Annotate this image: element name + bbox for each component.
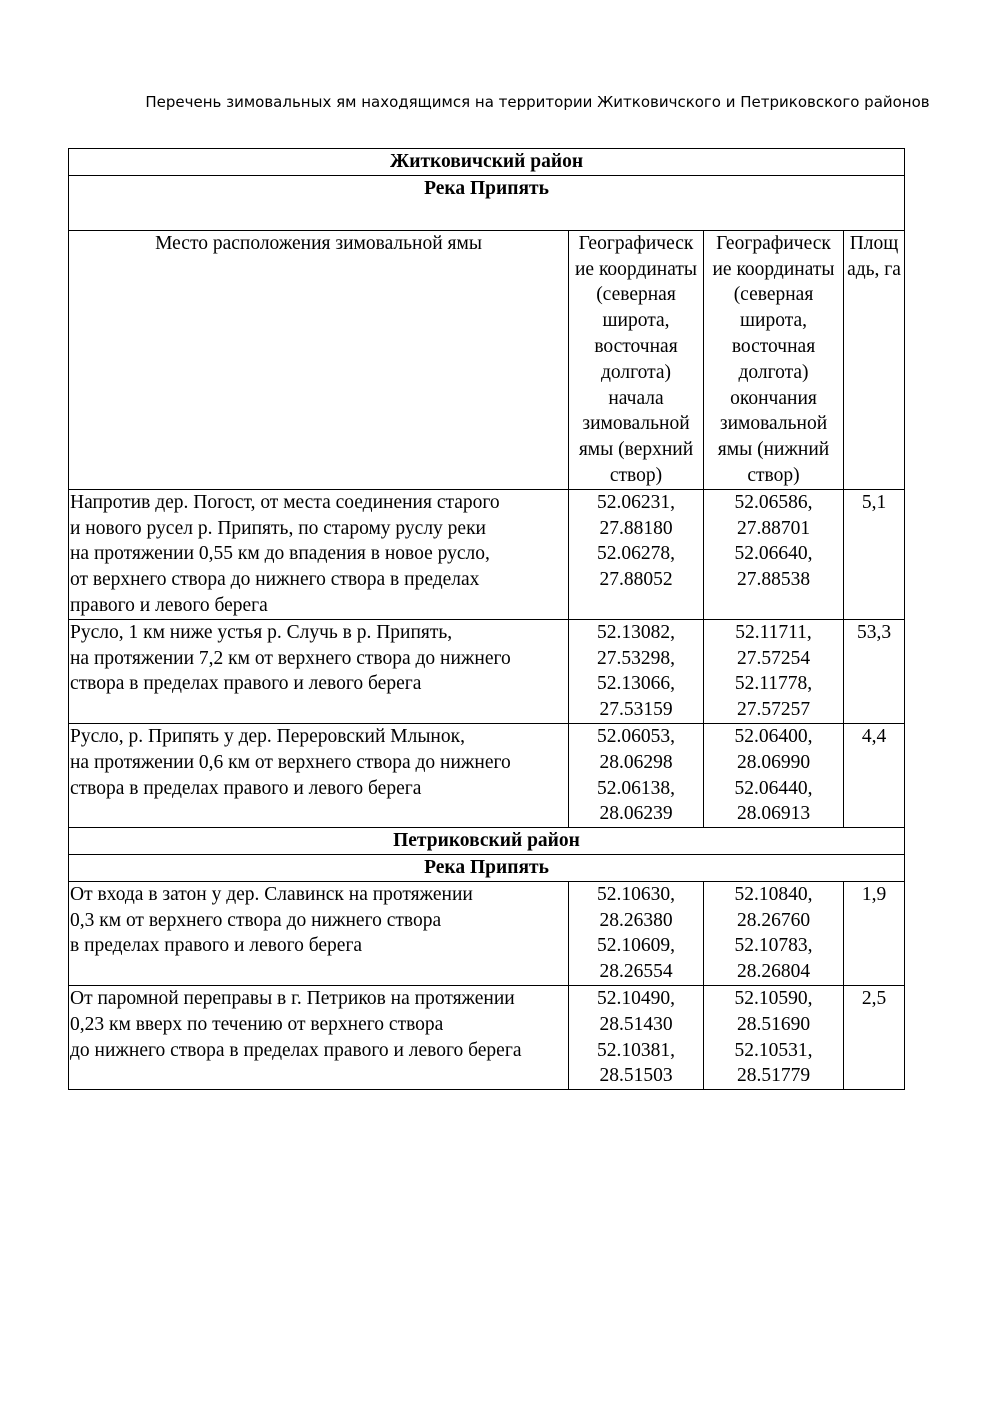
header-end-line: зимовальной bbox=[719, 413, 828, 435]
header-start-line: долгота) bbox=[600, 361, 672, 383]
header-end-coords bbox=[704, 230, 844, 489]
header-place: Место расположения зимовальной ямы bbox=[69, 230, 569, 489]
header-start-line: начала bbox=[608, 387, 664, 409]
area-cell: 5,1 bbox=[844, 489, 905, 619]
header-end-line: окончания bbox=[730, 387, 817, 409]
header-start-line: ие координаты bbox=[574, 258, 697, 280]
district-row bbox=[69, 149, 905, 176]
river-heading: Река Припять bbox=[69, 175, 905, 230]
table-row bbox=[69, 985, 905, 1089]
document-title bbox=[0, 93, 1000, 111]
header-start-line: створ) bbox=[609, 464, 663, 486]
river-row bbox=[69, 175, 905, 230]
river-row bbox=[69, 854, 905, 881]
header-start-line: Географическ bbox=[578, 232, 694, 254]
start-coords-cell: 52.10630, 28.26380 52.10609, 28.26554 bbox=[569, 881, 704, 985]
place-cell: От паромной переправы в г. Петриков на протяжении 0,23 км вверх по течению от верхнего створа до нижнего створа в пределах правого и левого берега bbox=[69, 985, 569, 1089]
district-heading: Петриковский район bbox=[69, 828, 905, 855]
place-cell: Русло, 1 км ниже устья р. Случь в р. Припять, на протяжении 7,2 км от верхнего створа до нижнего створа в пределах правого и левого берега bbox=[69, 619, 569, 723]
column-header-row bbox=[69, 230, 905, 489]
table-row bbox=[69, 881, 905, 985]
header-start-line: ямы (верхний bbox=[578, 439, 694, 461]
header-end-line: восточная bbox=[731, 335, 816, 357]
header-start-line: восточная bbox=[594, 335, 678, 357]
end-coords-cell: 52.11711, 27.57254 52.11778, 27.57257 bbox=[704, 619, 844, 723]
header-start-line: широта, bbox=[602, 310, 670, 332]
river-heading: Река Припять bbox=[69, 854, 905, 881]
area-cell: 2,5 bbox=[844, 985, 905, 1089]
area-cell: 53,3 bbox=[844, 619, 905, 723]
header-end-line: (северная bbox=[733, 284, 814, 306]
end-coords-cell: 52.06586, 27.88701 52.06640, 27.88538 bbox=[704, 489, 844, 619]
header-end-line: створ) bbox=[747, 464, 800, 486]
table-body bbox=[69, 149, 905, 1090]
start-coords-cell: 52.06231, 27.88180 52.06278, 27.88052 bbox=[569, 489, 704, 619]
table-row bbox=[69, 619, 905, 723]
start-coords-cell: 52.13082, 27.53298, 52.13066, 27.53159 bbox=[569, 619, 704, 723]
place-cell: От входа в затон у дер. Славинск на протяжении 0,3 км от верхнего створа до нижнего створа в пределах правого и левого берега bbox=[69, 881, 569, 985]
header-start-line: (северная bbox=[596, 284, 676, 306]
place-cell: Русло, р. Припять у дер. Переровский Млынок, на протяжении 0,6 км от верхнего створа до нижнего створа в пределах правого и левого берега bbox=[69, 723, 569, 827]
header-end-line: широта, bbox=[740, 310, 807, 332]
header-area-line: Площ bbox=[849, 232, 899, 254]
place-cell: Напротив дер. Погост, от места соединения старого и нового русел р. Припять, по старому руслу реки на протяжении 0,55 км до впадения в новое русло, от верхнего створа до нижнего створа в пределах правого и левого берега bbox=[69, 489, 569, 619]
start-coords-cell: 52.06053, 28.06298 52.06138, 28.06239 bbox=[569, 723, 704, 827]
end-coords-cell: 52.06400, 28.06990 52.06440, 28.06913 bbox=[704, 723, 844, 827]
header-end-line: ямы (нижний bbox=[717, 439, 830, 461]
table-row bbox=[69, 723, 905, 827]
header-end-line: долгота) bbox=[738, 361, 809, 383]
header-area-line: адь, га bbox=[847, 258, 901, 280]
end-coords-cell: 52.10590, 28.51690 52.10531, 28.51779 bbox=[704, 985, 844, 1089]
area-cell: 1,9 bbox=[844, 881, 905, 985]
district-row bbox=[69, 828, 905, 855]
end-coords-cell: 52.10840, 28.26760 52.10783, 28.26804 bbox=[704, 881, 844, 985]
table-row bbox=[69, 489, 905, 619]
header-area bbox=[844, 230, 905, 489]
wintering-pits-table bbox=[68, 148, 905, 1090]
header-start-coords bbox=[569, 230, 704, 489]
area-cell: 4,4 bbox=[844, 723, 905, 827]
document-title-text: Перечень зимовальных ям находящимся на территории Житковичского и Петриковского районов bbox=[145, 93, 930, 111]
district-heading: Житковичский район bbox=[69, 149, 905, 176]
header-end-line: ие координаты bbox=[712, 258, 835, 280]
start-coords-cell: 52.10490, 28.51430 52.10381, 28.51503 bbox=[569, 985, 704, 1089]
header-start-line: зимовальной bbox=[582, 413, 690, 435]
header-end-line: Географическ bbox=[716, 232, 831, 254]
